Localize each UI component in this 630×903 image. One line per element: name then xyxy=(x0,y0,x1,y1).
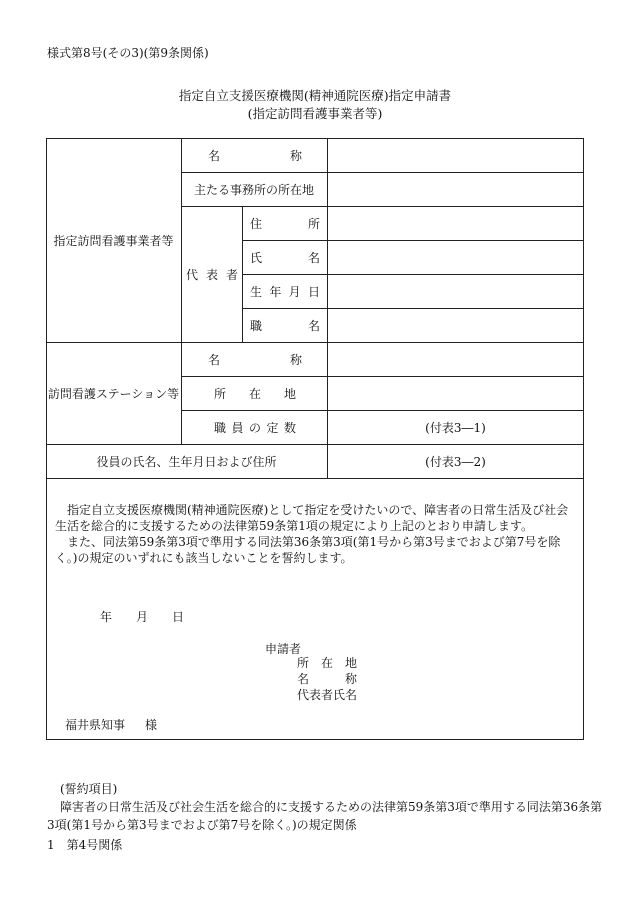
declaration-paragraph-2: また、同法第59条第3項で準用する同法第36条第3項(第1号から第3号までおよび第7号を除く。)の規定のいずれにも該当しないことを誓約します。 xyxy=(55,535,561,565)
date-year-label: 年 xyxy=(100,610,113,624)
staff-count-value: (付表3―1) xyxy=(425,420,486,435)
position-label: 職 名 xyxy=(250,318,320,333)
main-office-label: 主たる事務所の所在地 xyxy=(193,182,314,197)
applicant-name-label: 名 称 xyxy=(297,671,357,686)
pledge-heading: (誓約項目) xyxy=(60,782,118,796)
representative-label: 代 表 者 xyxy=(186,267,238,282)
rep-birthdate-field[interactable] xyxy=(328,275,583,308)
applicant-location-label: 所 在 地 xyxy=(297,655,357,670)
section-divider xyxy=(46,478,584,479)
date-month-label: 月 xyxy=(136,610,149,624)
location-label: 所 在 地 xyxy=(214,386,296,401)
applicant-label: 申請者 xyxy=(265,642,302,656)
station-name-field[interactable] xyxy=(328,343,583,376)
station-group-label: 訪問看護ステーション等 xyxy=(47,386,180,401)
officers-label: 役員の氏名、生年月日および住所 xyxy=(96,454,277,469)
column-divider xyxy=(242,206,243,342)
provider-name-field[interactable] xyxy=(328,139,583,172)
main-office-field[interactable] xyxy=(328,173,583,206)
honorific: 様 xyxy=(145,718,158,732)
pledge-line-2: 3項(第1号から第3号までおよび第7号を除く。)の規定関係 xyxy=(47,818,357,832)
addressee: 福井県知事 xyxy=(65,718,126,732)
name-label: 名 称 xyxy=(208,148,302,163)
rep-name-label: 氏 名 xyxy=(250,250,320,265)
document-subtitle: (指定訪問看護事業者等) xyxy=(247,106,383,121)
officers-value: (付表3―2) xyxy=(425,454,486,469)
rep-position-field[interactable] xyxy=(328,309,583,342)
birthdate-label: 生 年 月 日 xyxy=(250,284,320,299)
pledge-line-1: 障害者の日常生活及び社会生活を総合的に支援するための法律第59条第3項で準用する同法第36条第 xyxy=(60,800,603,814)
station-name-label: 名 称 xyxy=(208,352,302,367)
pledge-item-1: 1 第4号関係 xyxy=(47,838,123,852)
rep-name-field[interactable] xyxy=(328,241,583,274)
declaration-paragraph-1: 指定自立支援医療機関(精神通院医療)として指定を受けたいので、障害者の日常生活及び社会生活を総合的に支援するための法律第59条第1項の規定により上記のとおり申請します。 xyxy=(55,503,569,533)
form-number: 様式第8号(その3)(第9条関係) xyxy=(47,46,209,60)
provider-group-label: 指定訪問看護事業者等 xyxy=(53,233,174,248)
address-label: 住 所 xyxy=(250,216,320,231)
staff-count-label: 職 員 の 定 数 xyxy=(214,420,296,435)
station-location-field[interactable] xyxy=(328,377,583,410)
document-title: 指定自立支援医療機関(精神通院医療)指定申請書 xyxy=(178,88,452,103)
date-day-label: 日 xyxy=(172,610,185,624)
rep-address-field[interactable] xyxy=(328,207,583,240)
applicant-rep-label: 代表者氏名 xyxy=(297,688,358,702)
